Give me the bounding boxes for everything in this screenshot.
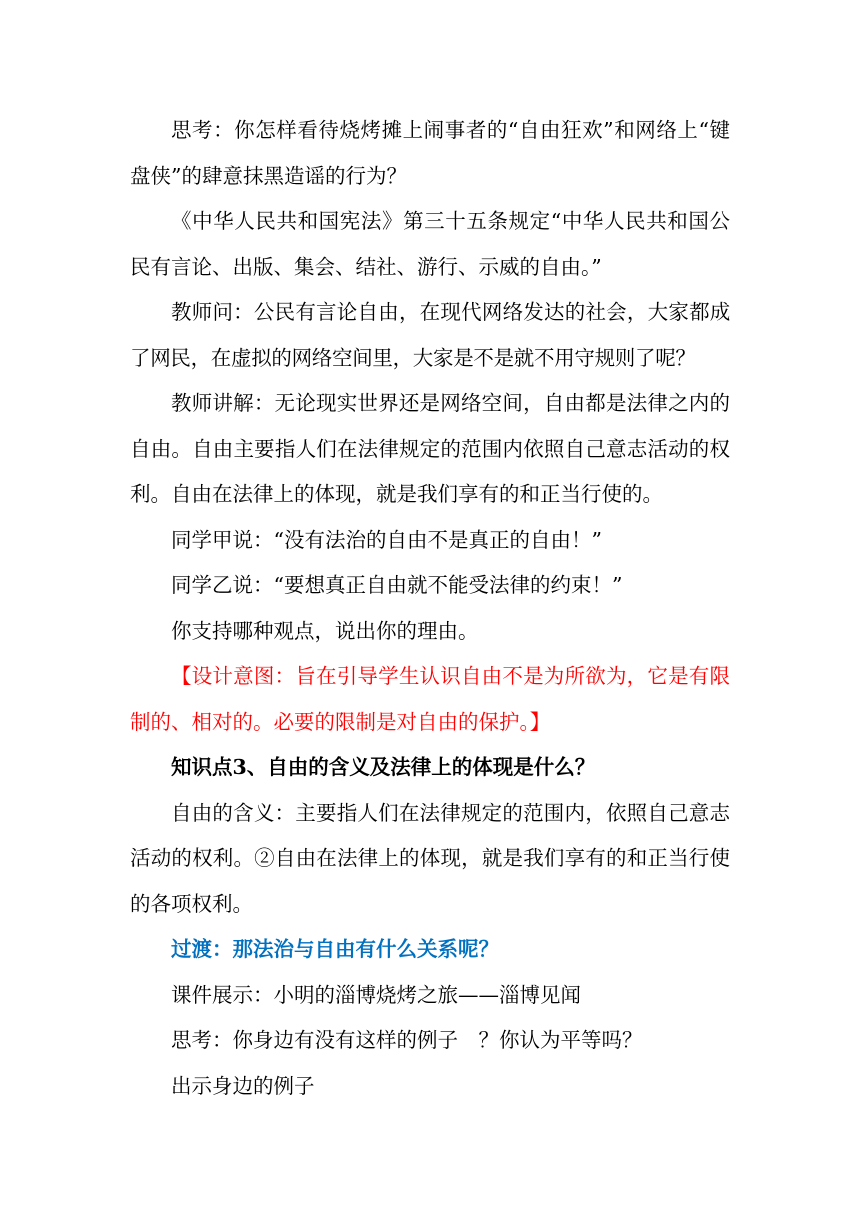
paragraph-student-a: 同学甲说：“没有法治的自由不是真正的自由！” xyxy=(171,527,602,552)
paragraph-constitution-article: 《中华人民共和国宪法》第三十五条规定“中华人民共和国公民有言论、出版、集会、结社、游行、示威的自由。” xyxy=(130,209,730,279)
paragraph-support-view: 你支持哪种观点，说出你的理由。 xyxy=(171,618,479,643)
paragraph-freedom-meaning: 自由的含义：主要指人们在法律规定的范围内，依照自己意志活动的权利。②自由在法律上的体现，就是我们享有的和正当行使的各项权利。 xyxy=(130,800,730,916)
paragraph-design-intent: 【设计意图：旨在引导学生认识自由不是为所欲为，它是有限制的、相对的。必要的限制是对自由的保护。】 xyxy=(130,664,730,734)
paragraph-teacher-explanation: 教师讲解：无论现实世界还是网络空间，自由都是法律之内的自由。自由主要指人们在法律规定的范围内依照自己意志活动的权利。自由在法律上的体现，就是我们享有的和正当行使的。 xyxy=(130,391,730,506)
paragraph-show-examples: 出示身边的例子 xyxy=(171,1073,315,1098)
paragraph-transition: 过渡：那法治与自由有什么关系呢？ xyxy=(171,937,499,961)
paragraph-think-examples: 思考：你身边有没有这样的例子 ？你认为平等吗？ xyxy=(171,1028,643,1052)
paragraph-student-b: 同学乙说：“要想真正自由就不能受法律的约束！” xyxy=(171,573,623,597)
paragraph-courseware-display: 课件展示：小明的淄博烧烤之旅——淄博见闻 xyxy=(171,982,581,1007)
paragraph-knowledge-point: 知识点3、自由的含义及法律上的体现是什么？ xyxy=(171,755,596,779)
document-body xyxy=(130,108,730,1109)
paragraph-think-question: 思考：你怎样看待烧烤摊上闹事者的“自由狂欢”和网络上“键盘侠”的肆意抹黑造谣的行为？ xyxy=(130,118,730,188)
paragraph-teacher-question: 教师问：公民有言论自由，在现代网络发达的社会，大家都成了网民，在虚拟的网络空间里，大家是不是就不用守规则了呢？ xyxy=(130,300,730,370)
